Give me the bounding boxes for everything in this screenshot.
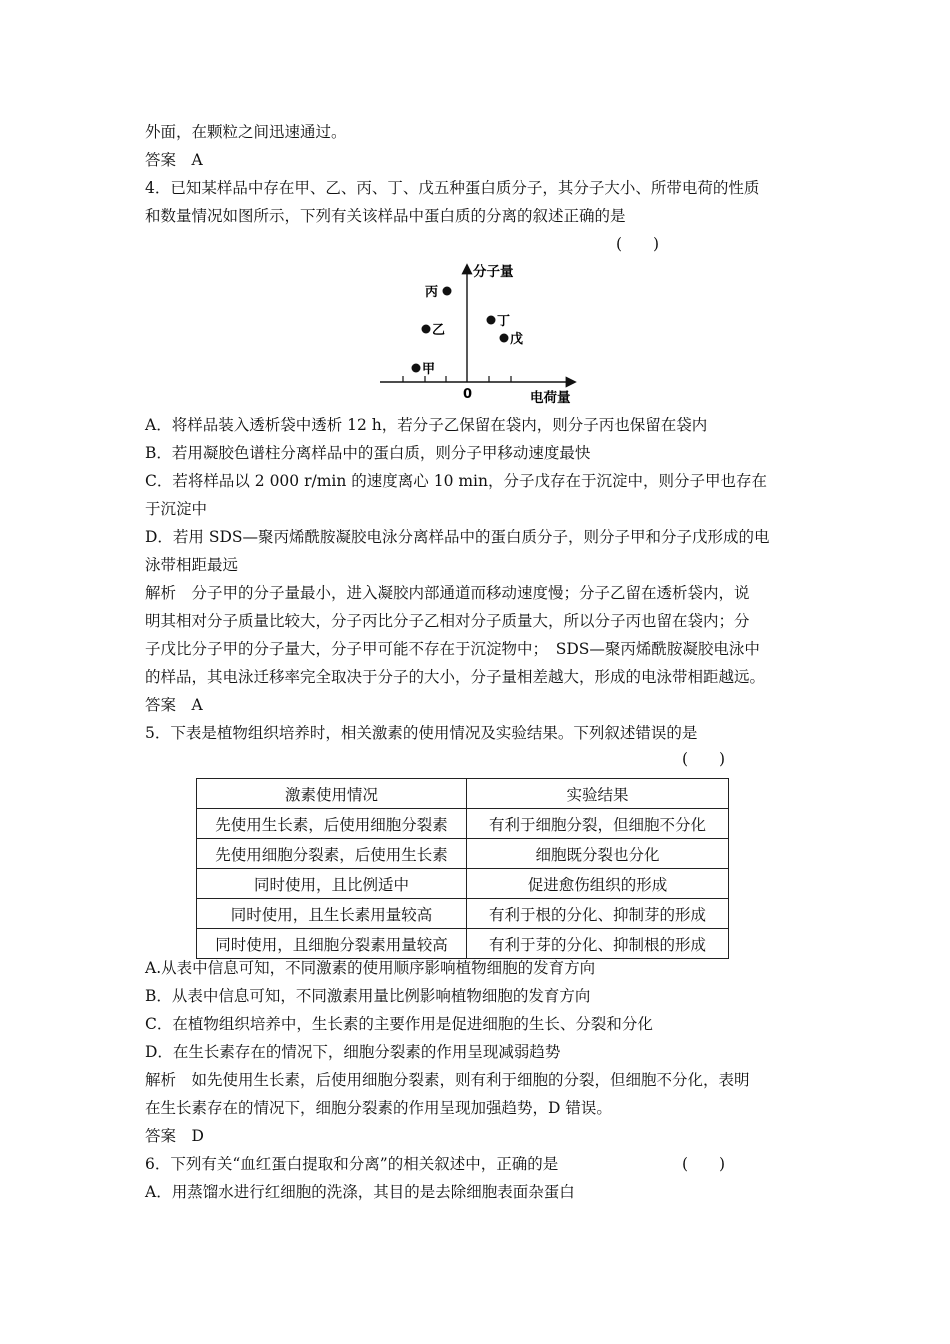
- point-ding: [487, 316, 496, 325]
- answer-blank: ( ): [682, 1155, 726, 1173]
- point-yi: [422, 325, 431, 334]
- explanation-cont: 在生长素存在的情况下，细胞分裂素的作用呈现加强趋势，D 错误。: [145, 1099, 612, 1117]
- point-label-ding: 丁: [497, 314, 511, 329]
- table-cell: 先使用细胞分裂素，后使用生长素: [197, 839, 467, 869]
- table-header-row: [197, 779, 729, 809]
- option-d-cont: 泳带相距最远: [145, 556, 239, 574]
- option-a: A.从表中信息可知，不同激素的使用顺序影响植物细胞的发育方向: [145, 959, 596, 977]
- point-wu: [500, 334, 509, 343]
- answer-line: 答案 A: [145, 151, 203, 169]
- table-cell: 同时使用，且比例适中: [197, 869, 467, 899]
- answer-blank: ( ): [616, 235, 660, 253]
- table-cell: 同时使用，且细胞分裂素用量较高: [197, 929, 467, 959]
- text-line: 外面，在颗粒之间迅速通过。: [145, 123, 347, 141]
- origin-label: 0: [463, 387, 473, 402]
- table-cell: 有利于根的分化、抑制芽的形成: [467, 899, 729, 929]
- option-d: D．若用 SDS—聚丙烯酰胺凝胶电泳分离样品中的蛋白质分子，则分子甲和分子戊形成的电: [145, 528, 770, 546]
- point-jia: [412, 364, 421, 373]
- option-a: A．将样品装入透析袋中透析 12 h，若分子乙保留在袋内，则分子丙也保留在袋内: [145, 416, 708, 434]
- question-6-stem: 6．下列有关“血红蛋白提取和分离”的相关叙述中，正确的是: [145, 1155, 559, 1173]
- explanation: 解析 如先使用生长素，后使用细胞分裂素，则有利于细胞的分裂，但细胞不分化，表明: [145, 1071, 750, 1089]
- point-bing: [443, 287, 452, 296]
- protein-scatter-figure: [370, 258, 590, 408]
- explanation-cont: 明其相对分子质量比较大，分子丙比分子乙相对分子质量大，所以分子丙也留在袋内；分: [145, 612, 750, 630]
- table-cell: 有利于细胞分裂，但细胞不分化: [467, 809, 729, 839]
- table-header: 实验结果: [467, 779, 729, 809]
- explanation-cont: 的样品，其电泳迁移率完全取决于分子的大小，分子量相差越大，形成的电泳带相距越远。: [145, 668, 766, 686]
- table-row: [197, 899, 729, 929]
- table-row: [197, 869, 729, 899]
- answer-line: 答案 A: [145, 696, 203, 714]
- y-axis-label: 分子量: [473, 264, 514, 280]
- point-label-bing: 丙: [425, 285, 439, 300]
- option-d: D．在生长素存在的情况下，细胞分裂素的作用呈现减弱趋势: [145, 1043, 561, 1061]
- table-cell: 同时使用，且生长素用量较高: [197, 899, 467, 929]
- option-c-cont: 于沉淀中: [145, 500, 208, 518]
- table-cell: 细胞既分裂也分化: [467, 839, 729, 869]
- question-4-stem: 4．已知某样品中存在甲、乙、丙、丁、戊五种蛋白质分子，其分子大小、所带电荷的性质: [145, 179, 760, 197]
- option-b: B．从表中信息可知，不同激素用量比例影响植物细胞的发育方向: [145, 987, 591, 1005]
- option-c: C．在植物组织培养中，生长素的主要作用是促进细胞的生长、分裂和分化: [145, 1015, 653, 1033]
- explanation-cont: 子戊比分子甲的分子量大，分子甲可能不存在于沉淀物中； SDS—聚丙烯酰胺凝胶电泳中: [145, 640, 760, 658]
- option-a: A．用蒸馏水进行红细胞的洗涤，其目的是去除细胞表面杂蛋白: [145, 1183, 575, 1201]
- table-cell: 先使用生长素，后使用细胞分裂素: [197, 809, 467, 839]
- question-4-stem-cont: 和数量情况如图所示，下列有关该样品中蛋白质的分离的叙述正确的是: [145, 207, 626, 225]
- point-label-jia: 甲: [422, 362, 436, 377]
- answer-line: 答案 D: [145, 1127, 204, 1145]
- x-axis-label: 电荷量: [530, 390, 571, 406]
- point-label-wu: 戊: [510, 332, 524, 347]
- option-c: C．若将样品以 2 000 r/min 的速度离心 10 min，分子戊存在于沉淀中，则分子甲也存在: [145, 472, 768, 490]
- table-row: [197, 929, 729, 959]
- answer-blank: ( ): [682, 750, 726, 768]
- explanation: 解析 分子甲的分子量最小，进入凝胶内部通道而移动速度慢；分子乙留在透析袋内，说: [145, 584, 750, 602]
- hormone-table: [196, 778, 729, 959]
- option-b: B．若用凝胶色谱柱分离样品中的蛋白质，则分子甲移动速度最快: [145, 444, 591, 462]
- table-cell: 有利于芽的分化、抑制根的形成: [467, 929, 729, 959]
- point-label-yi: 乙: [432, 323, 446, 338]
- question-5-stem: 5．下表是植物组织培养时，相关激素的使用情况及实验结果。下列叙述错误的是: [145, 724, 698, 742]
- table-header: 激素使用情况: [197, 779, 467, 809]
- table-row: [197, 809, 729, 839]
- table-row: [197, 839, 729, 869]
- table-cell: 促进愈伤组织的形成: [467, 869, 729, 899]
